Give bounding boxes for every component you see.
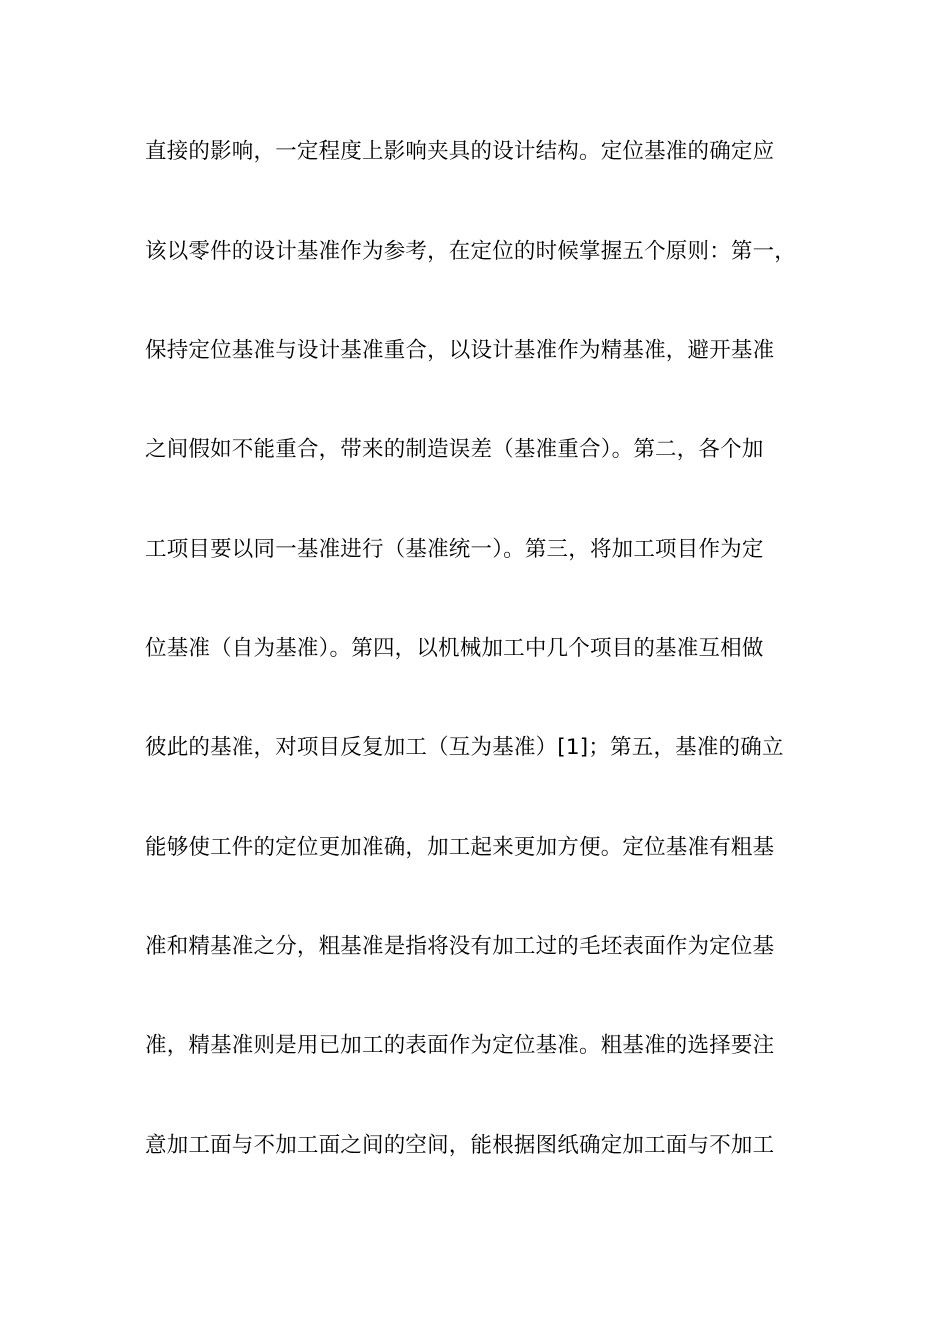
- paragraph-line: 能够使工件的定位更加准确，加工起来更加方便。定位基准有粗基: [145, 835, 775, 860]
- paragraph-line: 准和精基准之分，粗基准是指将没有加工过的毛坯表面作为定位基: [145, 934, 775, 959]
- paragraph-line: 该以零件的设计基准作为参考，在定位的时候掌握五个原则：第一，: [145, 239, 797, 264]
- paragraph-line: 意加工面与不加工面之间的空间，能根据图纸确定加工面与不加工: [145, 1133, 775, 1158]
- paragraph-line: 位基准（自为基准）。第四，以机械加工中几个项目的基准互相做: [145, 636, 764, 661]
- paragraph-line: 工项目要以同一基准进行（基准统一）。第三，将加工项目作为定: [145, 537, 764, 562]
- paragraph-line: 准，精基准则是用已加工的表面作为定位基准。粗基准的选择要注: [145, 1033, 775, 1058]
- paragraph-line: 彼此的基准，对项目反复加工（互为基准）[1]；第五，基准的确立: [145, 735, 784, 760]
- paragraph-line: 保持定位基准与设计基准重合，以设计基准作为精基准，避开基准: [145, 338, 775, 363]
- paragraph-line: 之间假如不能重合，带来的制造误差（基准重合）。第二，各个加: [145, 437, 764, 462]
- paragraph-line: 直接的影响，一定程度上影响夹具的设计结构。定位基准的确定应: [145, 139, 775, 164]
